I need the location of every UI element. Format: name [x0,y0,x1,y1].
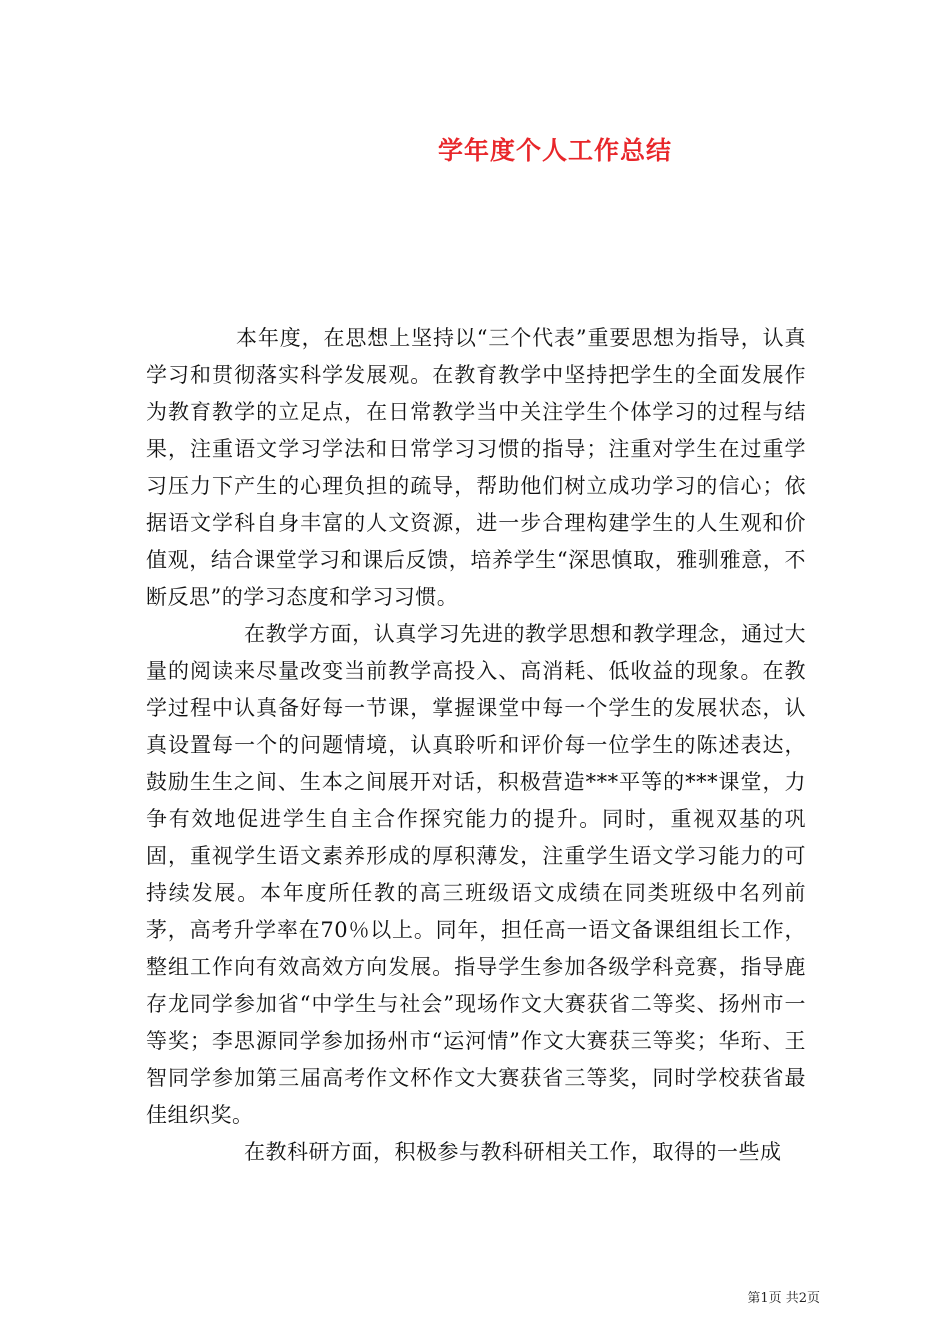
paragraph-teaching: 在教学方面，认真学习先进的教学思想和教学理念，通过大量的阅读来尽量改变当前教学高投入、高消耗、低收益的现象。在教学过程中认真备好每一节课，掌握课堂中每一个学生的发展状态，认真设置每一个的问题情境，认真聆听和评价每一位学生的陈述表达，鼓励生生之间、生本之间展开对话，积极营造***平等的***课堂，力争有效地促进学生自主合作探究能力的提升。同时，重视双基的巩固，重视学生语文素养形成的厚积薄发，注重学生语文学习能力的可持续发展。本年度所任教的高三班级语文成绩在同类班级中名列前茅，高考升学率在70％以上。同年，担任高一语文备课组组长工作，整组工作向有效高效方向发展。指导学生参加各级学科竞赛，指导鹿存龙同学参加省“中学生与社会”现场作文大赛获省二等奖、扬州市一等奖；李思源同学参加扬州市“运河情”作文大赛获三等奖；华珩、王智同学参加第三届高考作文杯作文大赛获省三等奖，同时学校获省最佳组织奖。 [146,622,806,1127]
paragraph-ideology: 本年度，在思想上坚持以“三个代表”重要思想为指导，认真学习和贯彻落实科学发展观。在教育教学中坚持把学生的全面发展作为教育教学的立足点，在日常教学当中关注学生个体学习的过程与结果，注重语文学习学法和日常学习习惯的指导；注重对学生在过重学习压力下产生的心理负担的疏导，帮助他们树立成功学习的信心；依据语文学科自身丰富的人文资源，进一步合理构建学生的人生观和价值观，结合课堂学习和课后反馈，培养学生“深思慎取，雅驯雅意，不断反思”的学习态度和学习习惯。 [146,326,806,609]
page-number-footer: 第1页 共2页 [747,1291,820,1306]
document-title: 学年度个人工作总结 [437,136,672,165]
document-body [146,320,806,1171]
paragraph-research: 在教科研方面，积极参与教科研相关工作，取得的一些成 [244,1140,782,1164]
